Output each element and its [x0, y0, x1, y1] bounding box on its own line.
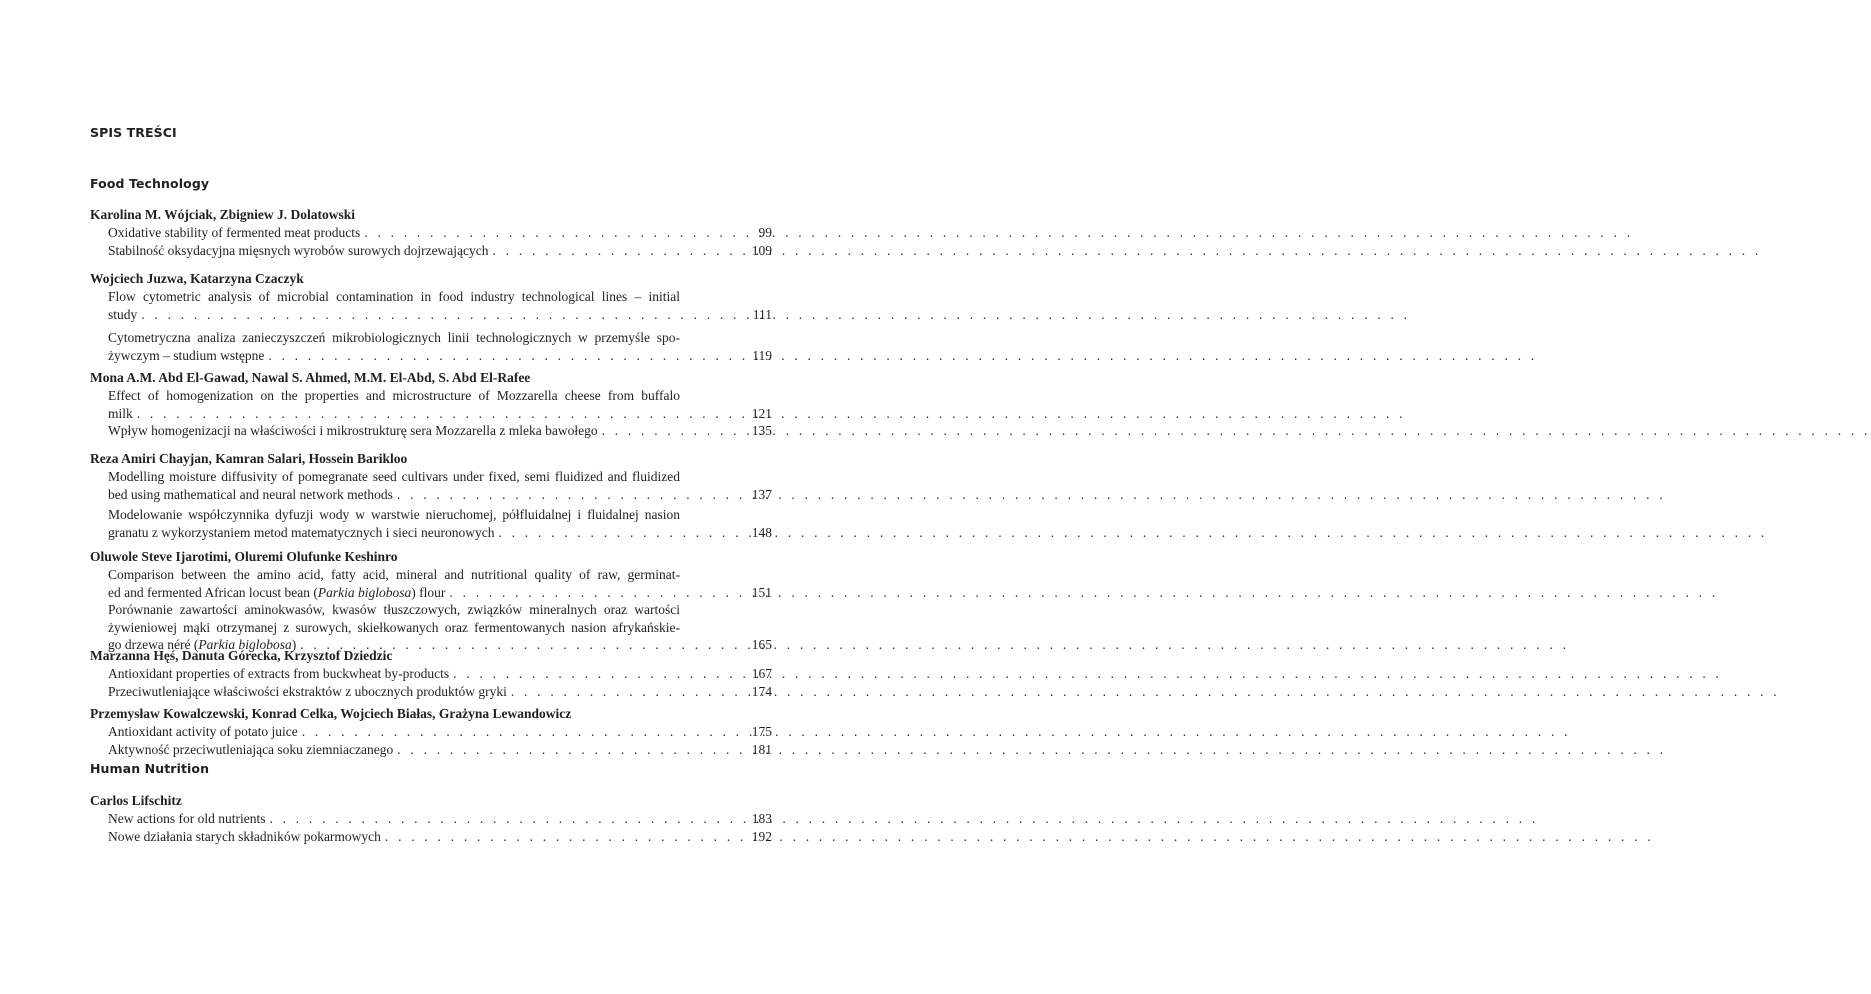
toc-entry [90, 450, 772, 541]
entry-authors: Przemysław Kowalczewski, Konrad Celka, Wojciech Białas, Grażyna Lewandowicz [90, 706, 572, 721]
page-number: 121 [751, 405, 772, 421]
dot-leader [511, 683, 1780, 701]
page-number: 99 [758, 225, 772, 240]
toc-item[interactable] [108, 468, 772, 503]
toc-item[interactable] [108, 683, 772, 701]
item-title: Modelowanie współczynnika dyfuzji wody w warstwie nieruchomej, półfluidalnej i fluidalnej nasion [108, 507, 680, 522]
toc-entry [90, 647, 772, 700]
entry-authors: Oluwole Steve Ijarotimi, Oluremi Olufunke Keshinro [90, 549, 398, 564]
section-heading-food-technology: Food Technology [90, 176, 210, 191]
page-number: 175 [751, 724, 772, 739]
item-title: Antioxidant activity of potato juice [108, 724, 298, 739]
entry-authors: Wojciech Juzwa, Katarzyna Czaczyk [90, 271, 304, 286]
species-name: Parkia biglobosa [317, 584, 412, 600]
dot-leader [453, 665, 1722, 683]
dot-leader [269, 810, 1538, 828]
item-title: Nowe działania starych składników pokarmowych [108, 828, 381, 844]
page-number: 119 [752, 347, 772, 363]
entry-authors: Reza Amiri Chayjan, Kamran Salari, Hossein Barikloo [90, 451, 408, 466]
toc-entry [90, 792, 772, 845]
dot-leader [268, 347, 1537, 365]
page-number: 192 [751, 828, 772, 844]
dot-leader [397, 486, 1666, 504]
toc-entry [90, 548, 772, 654]
dot-leader [364, 224, 1633, 242]
toc-entry [90, 206, 772, 259]
dot-leader [302, 723, 1571, 741]
page-number: 148 [751, 524, 772, 540]
item-title-cont: go drzewa néré (Parkia biglobosa) [108, 637, 297, 652]
toc-item[interactable] [108, 810, 772, 828]
toc-item[interactable] [108, 242, 772, 260]
toc-item[interactable] [108, 387, 772, 422]
entry-authors: Karolina M. Wójciak, Zbigniew J. Dolatowski [90, 207, 356, 222]
species-name: Parkia biglobosa [198, 637, 292, 652]
toc-item[interactable] [108, 224, 772, 242]
toc-item[interactable] [108, 329, 772, 364]
toc-entry [90, 705, 772, 758]
item-title-cont: ed and fermented African locust bean (Parkia biglobosa) flour [108, 584, 446, 600]
toc-item[interactable] [108, 741, 772, 759]
toc-item[interactable] [108, 601, 772, 654]
page-number: 137 [751, 486, 772, 502]
item-title: Flow cytometric analysis of microbial contamination in food industry technological lines – initial [108, 289, 680, 304]
item-title: Oxidative stability of fermented meat products [108, 225, 361, 240]
item-title: Przeciwutleniające właściwości ekstraktów z ubocznych produktów gryki [108, 683, 507, 699]
page-number: 167 [751, 666, 772, 681]
dot-leader [385, 828, 1654, 846]
item-title-cont: bed using mathematical and neural network methods [108, 486, 393, 502]
page-number: 109 [751, 242, 772, 258]
dot-leader [602, 422, 1871, 440]
dot-leader [493, 242, 1762, 260]
page-number: 183 [751, 811, 772, 826]
dot-leader [141, 306, 1410, 324]
section-heading-human-nutrition: Human Nutrition [90, 761, 210, 776]
toc-page [0, 0, 772, 994]
item-title: Effect of homogenization on the properties and microstructure of Mozzarella cheese from buffalo [108, 388, 680, 403]
item-title: New actions for old nutrients [108, 811, 266, 826]
page-number: 174 [751, 683, 772, 699]
page-number: 165 [751, 637, 772, 652]
toc-item[interactable] [108, 288, 772, 323]
page-number: 111 [752, 306, 772, 322]
dot-leader [449, 584, 1718, 602]
dot-leader [499, 524, 1768, 542]
entry-authors: Carlos Lifschitz [90, 793, 182, 808]
item-title-cont: study [108, 306, 138, 322]
item-title-cont: granatu z wykorzystaniem metod matematycznych i sieci neuronowych [108, 524, 495, 540]
page-number: 135 [751, 423, 772, 438]
toc-item[interactable] [108, 566, 772, 601]
item-title: Comparison between the amino acid, fatty acid, mineral and nutritional quality of raw, germinat- [108, 567, 680, 582]
entry-authors: Marzanna Hęś, Danuta Górecka, Krzysztof Dziedzic [90, 648, 393, 663]
item-title: Stabilność oksydacyjna mięsnych wyrobów surowych dojrzewających [108, 242, 489, 258]
toc-entry [90, 270, 772, 364]
item-title-cont: żywieniowej mąki otrzymanej z surowych, skiełkowanych oraz fermentowanych nasion afrykańskie- [108, 619, 680, 635]
page-number: 181 [751, 741, 772, 757]
dot-leader [397, 741, 1666, 759]
toc-item[interactable] [108, 828, 772, 846]
toc-title: SPIS TREŚCI [90, 125, 177, 140]
item-title: Cytometryczna analiza zanieczyszczeń mikrobiologicznych linii technologicznych w przemyśle spo- [108, 330, 680, 345]
toc-item[interactable] [108, 422, 772, 440]
item-title-cont: milk [108, 405, 133, 421]
item-title-cont: żywczym – studium wstępne [108, 347, 265, 363]
toc-item[interactable] [108, 506, 772, 541]
entry-authors: Mona A.M. Abd El-Gawad, Nawal S. Ahmed, M.M. El-Abd, S. Abd El-Rafee [90, 370, 531, 385]
page-number: 151 [751, 584, 772, 600]
item-title: Porównanie zawartości aminokwasów, kwasów tłuszczowych, związków mineralnych oraz wartości [108, 602, 680, 617]
toc-entry [90, 369, 772, 440]
item-title: Wpływ homogenizacji na właściwości i mikrostrukturę sera Mozzarella z mleka bawołego [108, 423, 598, 438]
item-title: Antioxidant properties of extracts from buckwheat by-products [108, 666, 450, 681]
item-title: Modelling moisture diffusivity of pomegranate seed cultivars under fixed, semi fluidized and fluidized [108, 469, 680, 484]
toc-item[interactable] [108, 723, 772, 741]
toc-item[interactable] [108, 665, 772, 683]
item-title: Aktywność przeciwutleniająca soku ziemniaczanego [108, 741, 394, 757]
